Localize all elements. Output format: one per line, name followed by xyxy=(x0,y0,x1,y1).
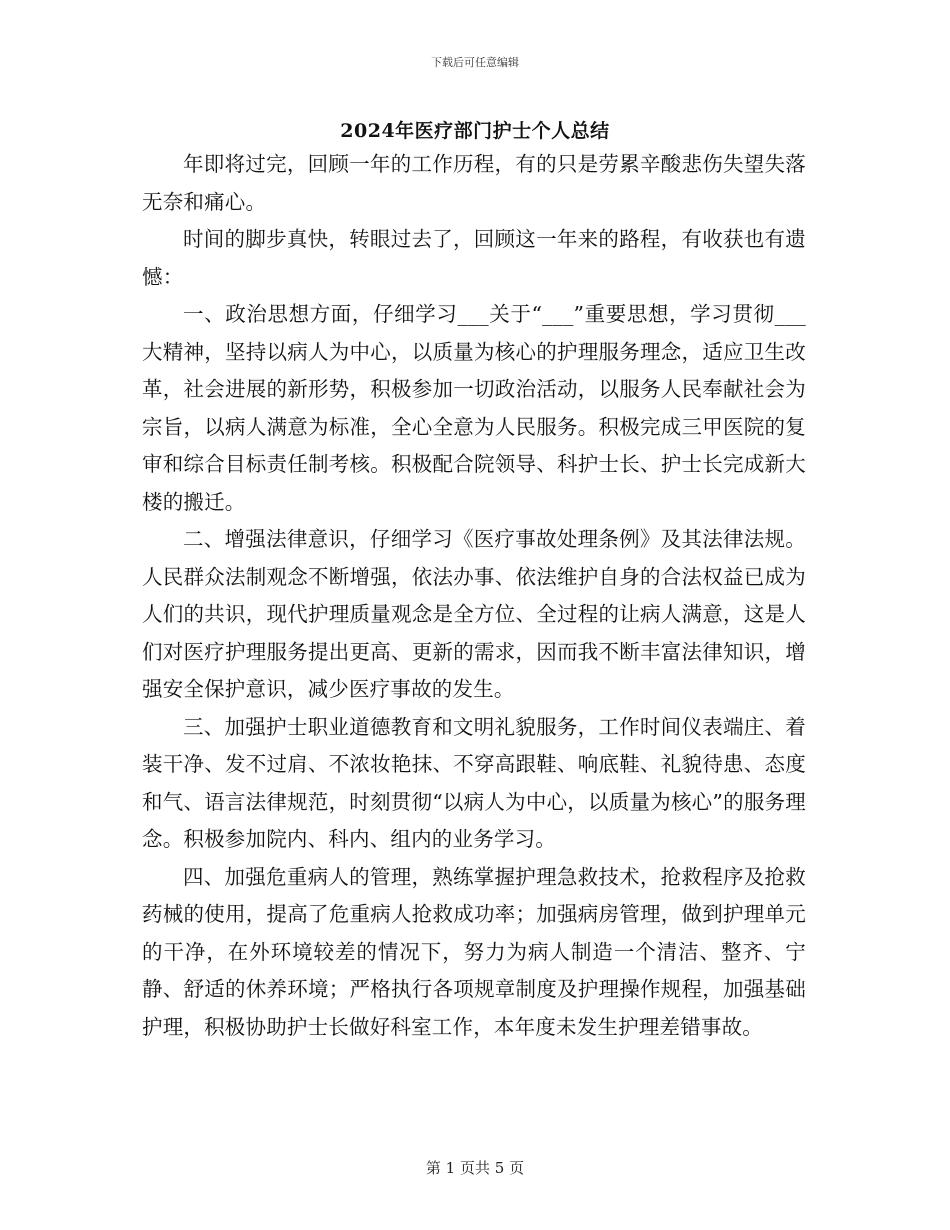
document-title: 2024年医疗部门护士个人总结 xyxy=(340,120,610,142)
paragraph-ethics: 三、加强护士职业道德教育和文明礼貌服务，工作时间仪表端庄、着装干净、发不过肩、不浓妆艳抹、不穿高跟鞋、响底鞋、礼貌待患、态度和气、语言法律规范，时刻贯彻“以病人为中心，以质量为核心”的服务理念。积极参加院内、科内、组内的业务学习。 xyxy=(142,714,806,851)
document-body xyxy=(142,146,806,1046)
paragraph-intro: 年即将过完，回顾一年的工作历程，有的只是劳累辛酸悲伤失望失落无奈和痛心。 xyxy=(142,152,806,214)
paragraph-critical-care: 四、加强危重病人的管理，熟练掌握护理急救技术，抢救程序及抢救药械的使用，提高了危重病人抢救成功率；加强病房管理，做到护理单元的干净，在外环境较差的情况下，努力为病人制造一个清洁、整齐、宁静、舒适的休养环境；严格执行各项规章制度及护理操作规程，加强基础护理，积极协助护士长做好科室工作，本年度未发生护理差错事故。 xyxy=(142,864,806,1039)
paragraph-review: 时间的脚步真快，转眼过去了，回顾这一年来的路程，有收获也有遗憾： xyxy=(142,227,806,289)
page-header-note: 下载后可任意编辑 xyxy=(431,56,519,69)
paragraph-legal: 二、增强法律意识，仔细学习《医疗事故处理条例》及其法律法规。人民群众法制观念不断增强，依法办事、依法维护自身的合法权益已成为人们的共识，现代护理质量观念是全方位、全过程的让病人满意，这是人们对医疗护理服务提出更高、更新的需求，因而我不断丰富法律知识，增强安全保护意识，减少医疗事故的发生。 xyxy=(142,527,806,701)
page-number-footer: 第 1 页共 5 页 xyxy=(425,1159,525,1177)
paragraph-political: 一、政治思想方面，仔细学习___关于“___”重要思想，学习贯彻___大精神，坚持以病人为中心，以质量为核心的护理服务理念，适应卫生改革，社会进展的新形势，积极参加一切政治活动，以服务人民奉献社会为宗旨，以病人满意为标准，全心全意为人民服务。积极完成三甲医院的复审和综合目标责任制考核。积极配合院领导、科护士长、护士长完成新大楼的搬迁。 xyxy=(142,302,806,514)
